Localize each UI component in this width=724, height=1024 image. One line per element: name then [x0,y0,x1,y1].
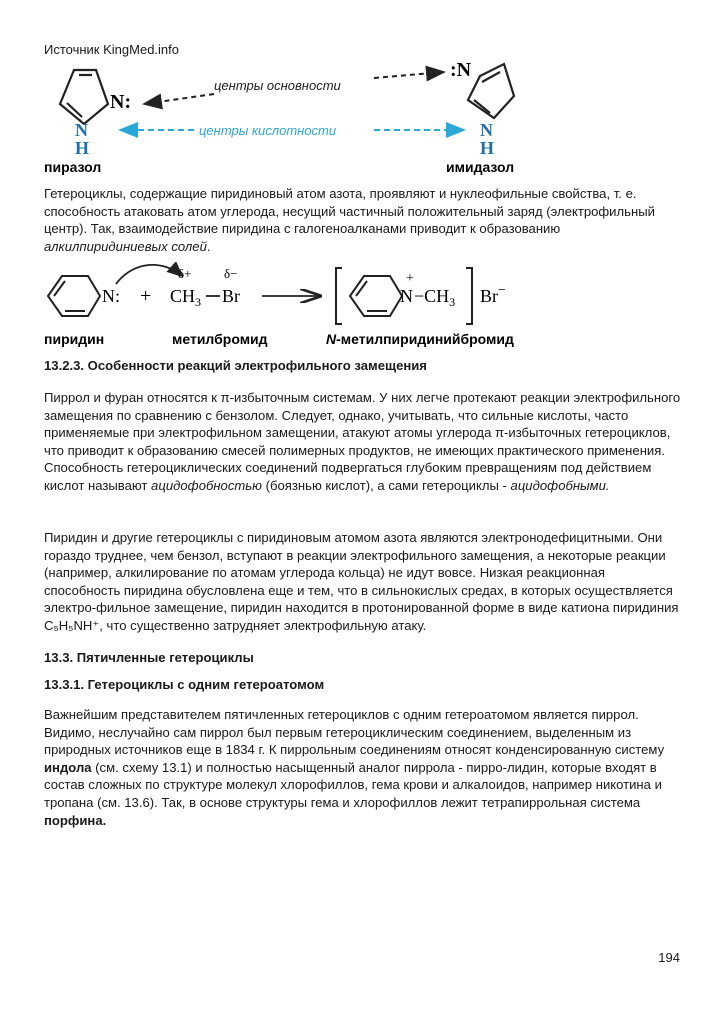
section-1323-paragraph-1: Пиррол и фуран относятся к π-избыточным системам. У них легче протекают реакции электрофильного замещения по сравнению с бензолом. Следует, однако, учитывать, что сильные кислоты, часто применяемые при электрофильном замещении, атакуют атомы углерода π-избыточных гетероциклов, что приводит к образованию смесей полимерных продуктов, не имеющих практического применения. Способность гетероциклических соединений подвергаться глубоким превращениям под действием кислот называют ацидофобностью (боязнью кислот), а сами гетероциклы - ацидофобными. [44,390,681,493]
pyridine-structure [48,276,100,316]
imidazole-name: имидазол [446,159,515,175]
acidity-label: центры кислотности [199,123,337,138]
pyrazole-n-colon: N: [110,91,132,113]
pyridine-alkylation-figure [44,262,684,348]
pyrazole-nh-h: H [75,138,90,158]
ch3-group: $CH_3$ [170,286,202,309]
pyridine-n: N: [102,286,120,306]
pyrazole-structure [60,70,108,124]
source-label: Источник KingMed.info [44,42,179,57]
pyridinium-structure [350,276,402,316]
pyrazole-imidazole-figure [44,56,684,176]
page-number: 194 [658,950,680,965]
pyrazole-nh-n: N [75,120,88,140]
imidazole-nh-h: H [480,138,495,158]
product-name: N-метилпиридинийбромид [326,331,514,347]
basicity-label: центры основности [214,78,341,93]
imidazole-nh-n: N [480,120,493,140]
br-atom: Br [222,286,240,306]
intro-paragraph: Гетероциклы, содержащие пиридиновый атом азота, проявляют и нуклеофильные свойства, т. е. способность атаковать атом углерода, несущий частичный положительный заряд (электрофильный центр). Так, взаимодействие пиридина с галогеноалканами приводит к образованию алкилпиридиниевых солей. [44,186,655,254]
delta-minus: δ− [224,266,238,281]
bromide-anion: Br− [480,283,506,306]
section-1331-title: 13.3.1. Гетероциклы с одним гетероатомом [44,677,325,692]
section-1331-paragraph: Важнейшим представителем пятичленных гетероциклов с одним гетероатомом является пиррол. Видимо, неслучайно сам пиррол был первым гетероциклическим соединением, выделенным из природных источников еще в 1834 г. К пиррольным соединениям относят конденсированную систему индола (см. схему 13.1) и полностью насыщенный аналог пиррола - пирро-лидин, которые входят в состав сложных по структуре молекул хлорофиллов, гема крови и алкалоидов, например никотина и тропана (см. 13.6). Так, в основе структуры гема и хлорофиллов лежит тетрапиррольная система порфина. [44,707,665,828]
pyrazole-name: пиразол [44,159,102,175]
imidazole-structure [468,64,514,118]
methyl-group: $-CH_3$ [414,286,456,309]
imidazole-n-colon: :N [450,59,472,81]
section-1323-paragraph-2: Пиридин и другие гетероциклы с пиридиновым атомом азота являются электронодефицитными. Они гораздо труднее, чем бензол, вступают в реакции электрофильного замещения, а некоторые реакции (например, алкилирование по атомам углерода кольца) не идут вовсе. Низкая реакционная способность пиридина обусловлена еще и тем, что в сильнокислых средах, в которых осуществляется электро-фильное замещение, пиридин находится в протонированной форме в виде катиона пиридиния C₅H₅NH⁺, что существенно затрудняет электрофильную атаку. [44,530,679,633]
pyridine-name: пиридин [44,331,105,347]
pyridinium-n: N [400,286,413,306]
section-133-title: 13.3. Пятичленные гетероциклы [44,650,254,665]
methylbromide-name: метилбромид [172,331,268,347]
pyridinium-charge: + [406,271,414,286]
section-1323-title: 13.2.3. Особенности реакций электрофильного замещения [44,358,427,373]
plus-sign: + [140,285,152,307]
delta-plus: δ+ [178,266,192,281]
